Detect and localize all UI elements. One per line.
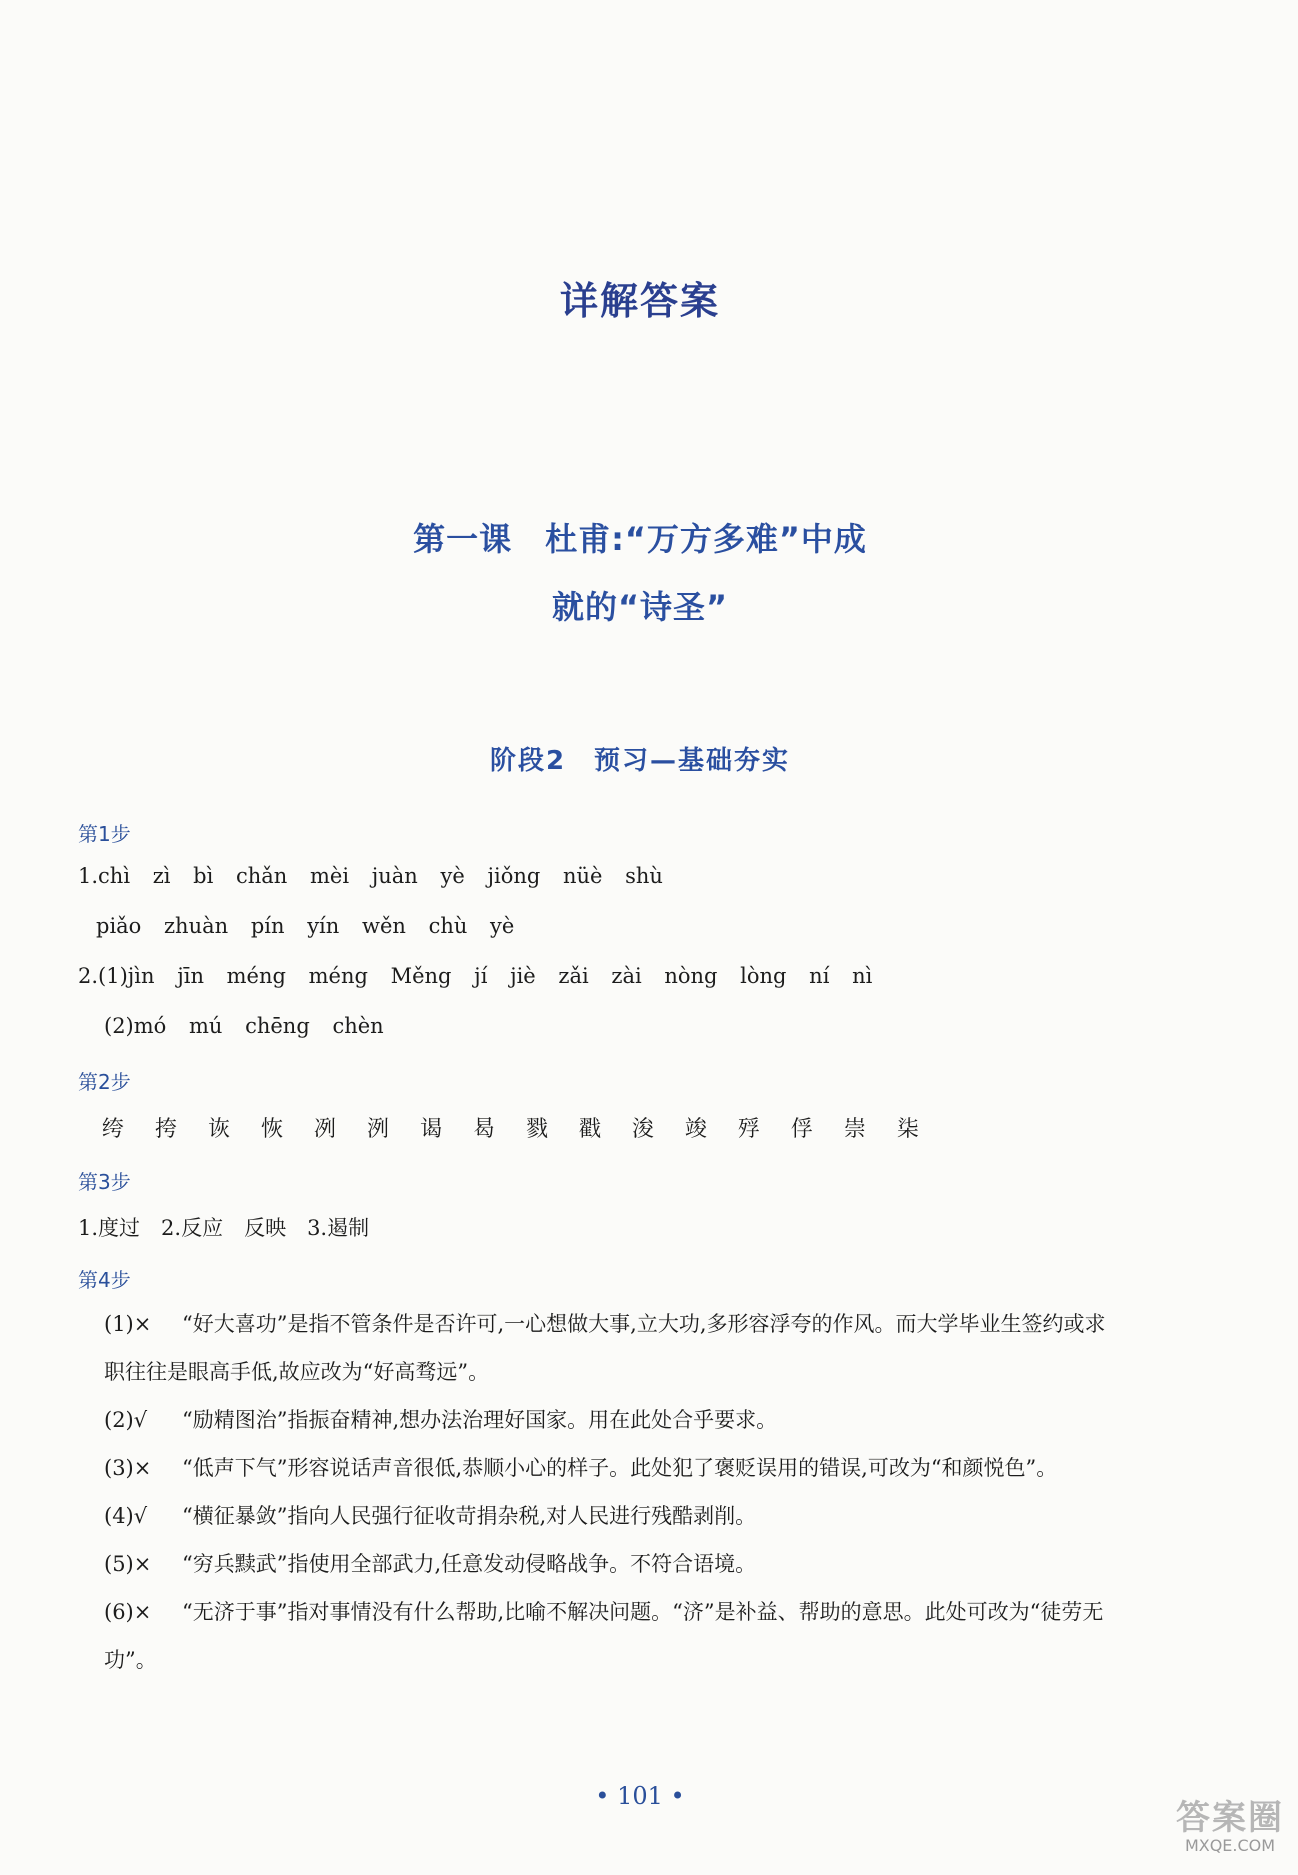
step-3-label: 第3步 — [78, 1170, 131, 1194]
step-1-line-3: 2.(1)jìn jīn méng méng Měng jí jiè zǎi zài nòng lòng ní nì — [78, 964, 873, 988]
lesson-title-line-2: 就的“诗圣” — [551, 588, 729, 626]
step-1-line-1: 1.chì zì bì chǎn mèi juàn yè jiǒng nüè shù — [78, 864, 663, 888]
step-1-line-4: (2)mó mú chēng chèn — [104, 1014, 384, 1038]
watermark-url: MXQE.COM — [1184, 1836, 1276, 1855]
step-4-label: 第4步 — [78, 1268, 131, 1292]
answer-mark: (2)√ — [104, 1408, 148, 1432]
step-4-item-1 — [104, 1308, 1106, 1338]
answer-text: “无济于事”指对事情没有什么帮助,比喻不解决问题。“济”是补益、帮助的意思。此处可改为“徒劳无 — [182, 1600, 1104, 1624]
answer-mark: (1)× — [104, 1312, 152, 1336]
step-4-item-1-cont — [104, 1356, 489, 1386]
lesson-title-line-1: 第一课 杜甫:“万方多难”中成 — [413, 520, 867, 558]
step-4-item-6 — [104, 1596, 1103, 1626]
answer-text: 功”。 — [104, 1648, 157, 1672]
answer-mark: (4)√ — [104, 1504, 148, 1528]
answer-text: “横征暴敛”指向人民强行征收苛捐杂税,对人民进行残酷剥削。 — [182, 1504, 757, 1528]
answer-text: “低声下气”形容说话声音很低,恭顺小心的样子。此处犯了褒贬误用的错误,可改为“和颜悦色”。 — [182, 1456, 1058, 1480]
step-4-item-4 — [104, 1500, 756, 1530]
step-2-label: 第2步 — [78, 1070, 131, 1094]
step-4-item-2 — [104, 1404, 777, 1434]
watermark-logo: 答案圈 — [1176, 1798, 1284, 1838]
step-4-item-5 — [104, 1548, 756, 1578]
answer-mark: (5)× — [104, 1552, 152, 1576]
step-1-line-2: piǎo zhuàn pín yín wěn chù yè — [96, 914, 515, 938]
step-1-label: 第1步 — [78, 822, 131, 846]
step-2-characters: 绔 挎 诙 恢 冽 洌 谒 曷 戮 戳 浚 竣 殍 俘 崇 柒 — [102, 1117, 931, 1142]
stage-title: 阶段2 预习—基础夯实 — [489, 746, 791, 776]
step-3-answer: 1.度过 2.反应 反映 3.遏制 — [78, 1216, 370, 1240]
watermark — [1176, 1800, 1284, 1855]
answer-text: 职往往是眼高手低,故应改为“好高骛远”。 — [104, 1360, 490, 1384]
page-title: 详解答案 — [559, 279, 720, 323]
step-4-item-3 — [104, 1452, 1057, 1482]
page-number: • 101 • — [595, 1782, 685, 1810]
step-4-item-6-cont — [104, 1644, 157, 1674]
answer-mark: (3)× — [104, 1456, 152, 1480]
answer-text: “励精图治”指振奋精神,想办法治理好国家。用在此处合乎要求。 — [182, 1408, 778, 1432]
answer-text: “好大喜功”是指不管条件是否许可,一心想做大事,立大功,多形容浮夸的作风。而大学毕业生签约或求 — [182, 1312, 1106, 1336]
answer-text: “穷兵黩武”指使用全部武力,任意发动侵略战争。不符合语境。 — [182, 1552, 757, 1576]
answer-mark: (6)× — [104, 1600, 152, 1624]
